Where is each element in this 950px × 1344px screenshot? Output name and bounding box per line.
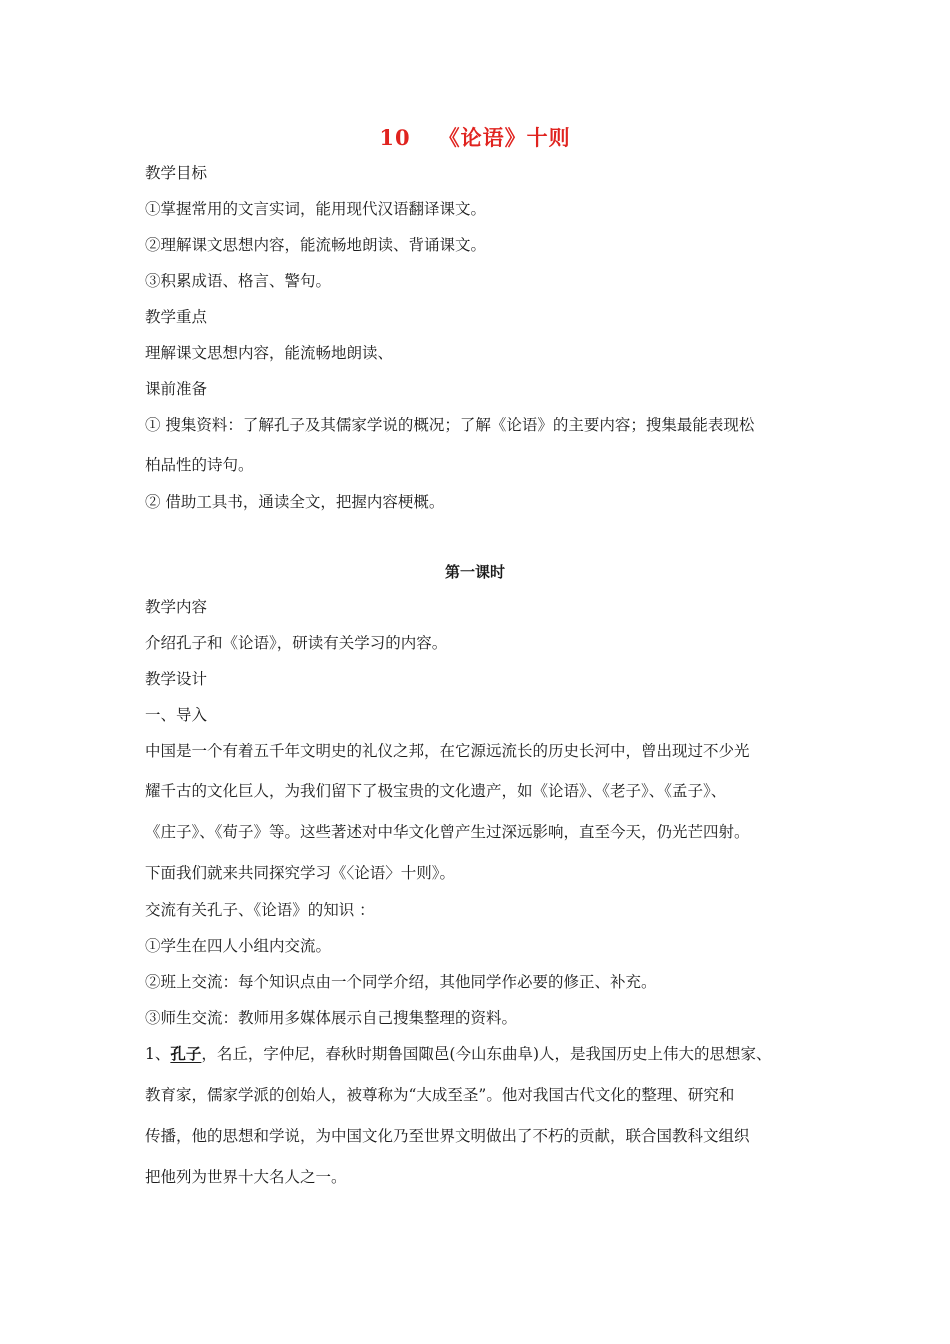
goal-item-3: ③积累成语、格言、警句。 bbox=[145, 272, 332, 290]
kongzi-paragraph-line: 教育家，儒家学派的创始人，被尊称为“大成至圣”。他对我国古代文化的整理、研究和 bbox=[145, 1086, 735, 1104]
prep-item-2: ② 借助工具书，通读全文，把握内容梗概。 bbox=[145, 493, 445, 511]
intro-paragraph-line: 中国是一个有着五千年文明史的礼仪之邦，在它源远流长的历史长河中，曾出现过不少光 bbox=[145, 742, 750, 760]
page-title bbox=[0, 122, 950, 152]
lesson-number: 10 bbox=[379, 125, 411, 150]
heading-teaching-content: 教学内容 bbox=[145, 598, 208, 616]
kongzi-line-1: ，名丘，字仲尼，春秋时期鲁国陬邑(今山东曲阜)人，是我国历史上伟大的思想家、 bbox=[201, 1045, 772, 1063]
exchange-heading: 交流有关孔子、《论语》的知识 ： bbox=[145, 901, 375, 919]
intro-paragraph-line: 耀千古的文化巨人，为我们留下了极宝贵的文化遗产，如《论语》、《老子》、《孟子》、 bbox=[145, 782, 727, 800]
exchange-item-1: ①学生在四人小组内交流。 bbox=[145, 937, 332, 955]
intro-paragraph-line: 《庄子》、《荀子》等。这些著述对中华文化曾产生过深远影响，直至今天，仍光芒四射。 bbox=[145, 823, 750, 841]
kongzi-paragraph-line: 把他列为世界十大名人之一。 bbox=[145, 1168, 347, 1186]
goal-item-2: ②理解课文思想内容，能流畅地朗读、背诵课文。 bbox=[145, 236, 487, 254]
heading-teaching-design: 教学设计 bbox=[145, 670, 208, 688]
heading-teaching-goals: 教学目标 bbox=[145, 164, 208, 182]
heading-introduction: 一、导入 bbox=[145, 706, 208, 724]
kongzi-paragraph-line bbox=[145, 1043, 772, 1065]
lesson-title: 《论语》十则 bbox=[438, 125, 571, 150]
intro-paragraph-line: 下面我们就来共同探究学习《〈论语〉十则》。 bbox=[145, 864, 456, 882]
exchange-item-3: ③师生交流：教师用多媒体展示自己搜集整理的资料。 bbox=[145, 1009, 518, 1027]
goal-item-1: ①掌握常用的文言实词，能用现代汉语翻译课文。 bbox=[145, 200, 487, 218]
key-point-text: 理解课文思想内容，能流畅地朗读、 bbox=[145, 344, 394, 362]
exchange-item-2: ②班上交流：每个知识点由一个同学介绍，其他同学作必要的修正、补充。 bbox=[145, 973, 657, 991]
prep-item-1: ① 搜集资料：了解孔子及其儒家学说的概况；了解《论语》的主要内容；搜集最能表现松 bbox=[145, 416, 755, 434]
kongzi-keyword: 孔子 bbox=[170, 1044, 202, 1063]
prep-item-1-cont: 柏品性的诗句。 bbox=[145, 456, 254, 474]
kongzi-paragraph-line: 传播，他的思想和学说，为中国文化乃至世界文明做出了不朽的贡献，联合国教科文组织 bbox=[145, 1127, 750, 1145]
teaching-content-text: 介绍孔子和《论语》，研读有关学习的内容。 bbox=[145, 634, 448, 652]
section-title: 第一课时 bbox=[444, 563, 505, 581]
heading-key-points: 教学重点 bbox=[145, 308, 208, 326]
kongzi-item-number: 1、 bbox=[145, 1045, 171, 1063]
heading-preparation: 课前准备 bbox=[145, 380, 208, 398]
